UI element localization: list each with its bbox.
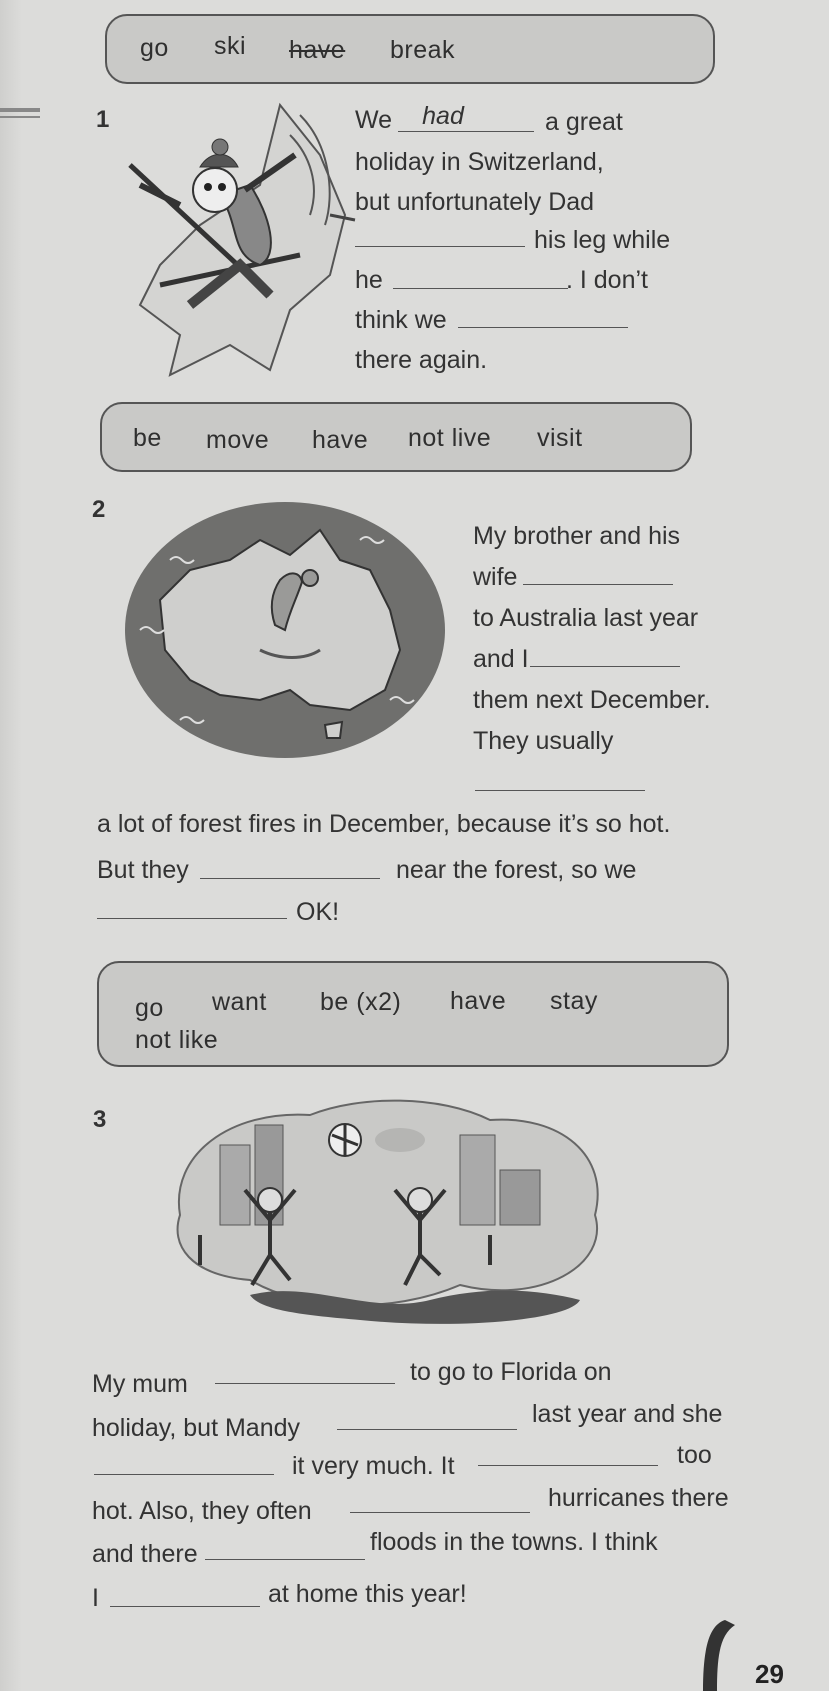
skier-illustration <box>120 95 360 395</box>
ex2-blank-5[interactable] <box>97 918 287 919</box>
ex3-line-and-there: and there <box>92 1540 198 1568</box>
edge-mark <box>0 108 40 112</box>
word-visit: visit <box>537 424 583 452</box>
exercise-number-1: 1 <box>96 106 110 133</box>
ex1-line-there-again: there again. <box>355 346 488 374</box>
beach-city-illustration <box>160 1095 610 1325</box>
ex3-blank-6[interactable] <box>205 1559 365 1560</box>
ex3-line-too: too <box>677 1441 712 1469</box>
ex1-line-but: but unfortunately Dad <box>355 188 595 216</box>
word-move: move <box>206 426 270 454</box>
word-ski: ski <box>214 32 247 60</box>
ex2-blank-1[interactable] <box>523 584 673 585</box>
australia-map-illustration <box>120 500 450 770</box>
ex1-line-his-leg: his leg while <box>534 226 671 254</box>
exercise-number-3: 3 <box>93 1106 107 1133</box>
ex2-line-but-they: But they <box>97 856 189 884</box>
ex2-line-them-next: them next December. <box>473 686 711 714</box>
word-go: go <box>140 34 169 62</box>
word-be-x2: be (x2) <box>320 988 402 1016</box>
exercise-number-2: 2 <box>92 496 106 523</box>
ex2-line-ok: OK! <box>296 898 340 926</box>
ex3-blank-3[interactable] <box>94 1474 274 1475</box>
ex2-line-wife: wife <box>473 563 518 591</box>
ex2-blank-3[interactable] <box>475 790 645 791</box>
ex1-line-we: We <box>355 106 393 134</box>
ex3-line-hot-also: hot. Also, they often <box>92 1497 312 1525</box>
word-have-3: have <box>450 987 507 1015</box>
ex3-blank-2[interactable] <box>337 1429 517 1430</box>
page-edge <box>0 0 22 1691</box>
ex2-line-and-i: and I <box>473 645 529 673</box>
ex2-blank-4[interactable] <box>200 878 380 879</box>
word-be: be <box>133 424 162 452</box>
ex1-line-holiday: holiday in Switzerland, <box>355 148 604 176</box>
ex3-line-floods: floods in the towns. I think <box>370 1528 658 1556</box>
ex1-blank-2[interactable] <box>355 246 525 247</box>
ex3-line-to-go: to go to Florida on <box>410 1358 612 1386</box>
ex3-line-last-year: last year and she <box>532 1400 723 1428</box>
word-not-like: not like <box>135 1026 219 1054</box>
ex3-line-i: I <box>92 1584 99 1612</box>
ex1-blank-4[interactable] <box>458 327 628 328</box>
ex1-line-he: he <box>355 266 383 294</box>
word-box-2 <box>100 402 692 472</box>
ex2-blank-2[interactable] <box>530 666 680 667</box>
ex3-line-hurricanes: hurricanes there <box>548 1484 729 1512</box>
ex3-line-at-home: at home this year! <box>268 1580 467 1608</box>
ex2-line-to-australia: to Australia last year <box>473 604 699 632</box>
edge-mark <box>0 116 40 118</box>
word-stay: stay <box>550 987 598 1015</box>
ex3-blank-5[interactable] <box>350 1512 530 1513</box>
page-number: 29 <box>755 1659 784 1689</box>
word-not-live: not live <box>408 424 492 452</box>
word-have: have <box>312 426 369 454</box>
ex1-blank-3[interactable] <box>393 288 568 289</box>
ex3-line-holiday: holiday, but Mandy <box>92 1414 300 1442</box>
ex3-blank-4[interactable] <box>478 1465 658 1466</box>
ex2-line-forest-fires: a lot of forest fires in December, because it’s so hot. <box>97 810 671 838</box>
word-break: break <box>390 36 456 64</box>
ex2-line-they-usually: They usually <box>473 727 614 755</box>
ex3-blank-7[interactable] <box>110 1606 260 1607</box>
word-have-struck: have <box>289 36 346 64</box>
word-want: want <box>212 988 267 1016</box>
ex1-line-think-we: think we <box>355 306 447 334</box>
ex1-line-dont: . I don’t <box>566 266 648 294</box>
ex1-blank-1[interactable] <box>398 131 534 132</box>
ex1-line-a-great: a great <box>545 108 623 136</box>
ex2-line-my-brother: My brother and his <box>473 522 681 550</box>
ex3-blank-1[interactable] <box>215 1383 395 1384</box>
word-go-3: go <box>135 994 164 1022</box>
ex3-line-my-mum: My mum <box>92 1370 188 1398</box>
ex2-line-near-forest: near the forest, so we <box>396 856 637 884</box>
ex1-answer-had: had <box>422 102 464 130</box>
ex3-line-it-very: it very much. It <box>292 1452 455 1480</box>
